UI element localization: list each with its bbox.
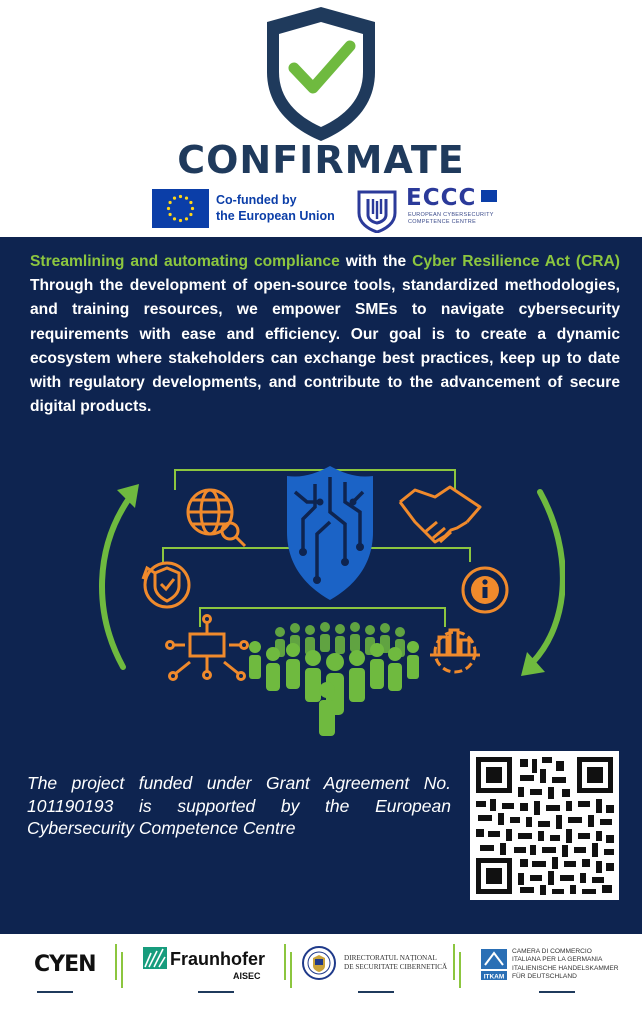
eu-funding-label	[216, 192, 335, 224]
cycle-arrow-left	[102, 497, 130, 667]
eu-flag-icon	[152, 189, 209, 228]
footer-divider	[284, 944, 286, 980]
footer-divider	[459, 952, 461, 988]
footer-underline	[539, 991, 575, 993]
intro-paragraph	[30, 250, 620, 419]
people-crowd-icon	[249, 622, 419, 736]
grant-statement: The project funded under Grant Agreement No. 101190193 is supported by the European Cybersecurity Competence Centre	[27, 773, 451, 838]
eccc-flag-icon	[481, 190, 497, 202]
qr-code[interactable]	[470, 751, 619, 900]
itkam-mark-icon	[479, 947, 509, 981]
factory-gear-icon	[430, 630, 480, 672]
handshake-icon	[400, 487, 480, 542]
footer-divider	[121, 952, 123, 988]
fraunhofer-logo: Fraunhofer	[170, 949, 266, 969]
funding-line-2: the European Union	[216, 209, 335, 223]
footer-partners	[0, 934, 642, 1024]
itkam-line-4: FÜR DEUTSCHLAND	[512, 973, 577, 981]
intro-highlight-2: Cyber Resilience Act (CRA)	[412, 253, 620, 270]
globe-search-icon	[188, 490, 245, 546]
itkam-logo	[512, 948, 619, 982]
info-icon	[463, 568, 507, 612]
itkam-badge: ITKAM	[483, 973, 505, 981]
footer-divider	[453, 944, 455, 980]
fraunhofer-sub: AISEC	[233, 971, 261, 981]
ecosystem-illustration	[95, 462, 565, 740]
eccc-shield-icon	[356, 189, 398, 233]
footer-divider	[115, 944, 117, 980]
dnsc-logo	[344, 954, 447, 972]
dnsc-seal-icon	[302, 946, 336, 980]
intro-rest: Through the development of open-source tools, standardized methodologies, and training resources, we empower SMEs to navigate cybersecurity requirements with ease and efficiency. Our goal is to create a dynamic ecosystem where stakeholders can exchange best practices, keep up to date with regulatory developments, and contribute to the advancement of secure digital products.	[30, 277, 620, 416]
header	[0, 0, 642, 237]
itkam-line-1: CAMERA DI COMMERCIO	[512, 948, 592, 955]
footer-underline	[198, 991, 234, 993]
shield-refresh-icon	[143, 563, 189, 607]
itkam-line-2: ITALIANA PER LA GERMANIA	[512, 956, 603, 964]
footer-divider	[290, 952, 292, 988]
eccc-sub-line-1: EUROPEAN CYBERSECURITY	[408, 212, 494, 218]
cyen-logo: CYEN	[34, 952, 96, 977]
dnsc-line-2: DE SECURITATE CIBERNETICĂ	[344, 963, 448, 971]
circuit-shield-icon	[287, 466, 373, 600]
shield-check-icon	[262, 4, 380, 144]
eccc-sub-line-2: COMPETENCE CENTRE	[408, 219, 477, 225]
intro-mid: with the	[339, 253, 413, 270]
page-title: CONFIRMATE	[177, 138, 465, 182]
intro-highlight-1: Streamlining and automating compliance	[30, 253, 340, 270]
dnsc-line-1: DIRECTORATUL NAȚIONAL	[344, 954, 437, 962]
footer-underline	[358, 991, 394, 993]
cycle-arrow-right	[533, 492, 563, 662]
fraunhofer-mark-icon	[143, 947, 167, 969]
eccc-subtitle	[408, 212, 494, 226]
eccc-name: ECCC	[406, 185, 477, 211]
presentation-icon	[167, 616, 248, 680]
itkam-line-3: ITALIENISCHE HANDELSKAMMER	[512, 964, 619, 972]
funding-line-1: Co-funded by	[216, 193, 297, 207]
footer-underline	[37, 991, 73, 993]
